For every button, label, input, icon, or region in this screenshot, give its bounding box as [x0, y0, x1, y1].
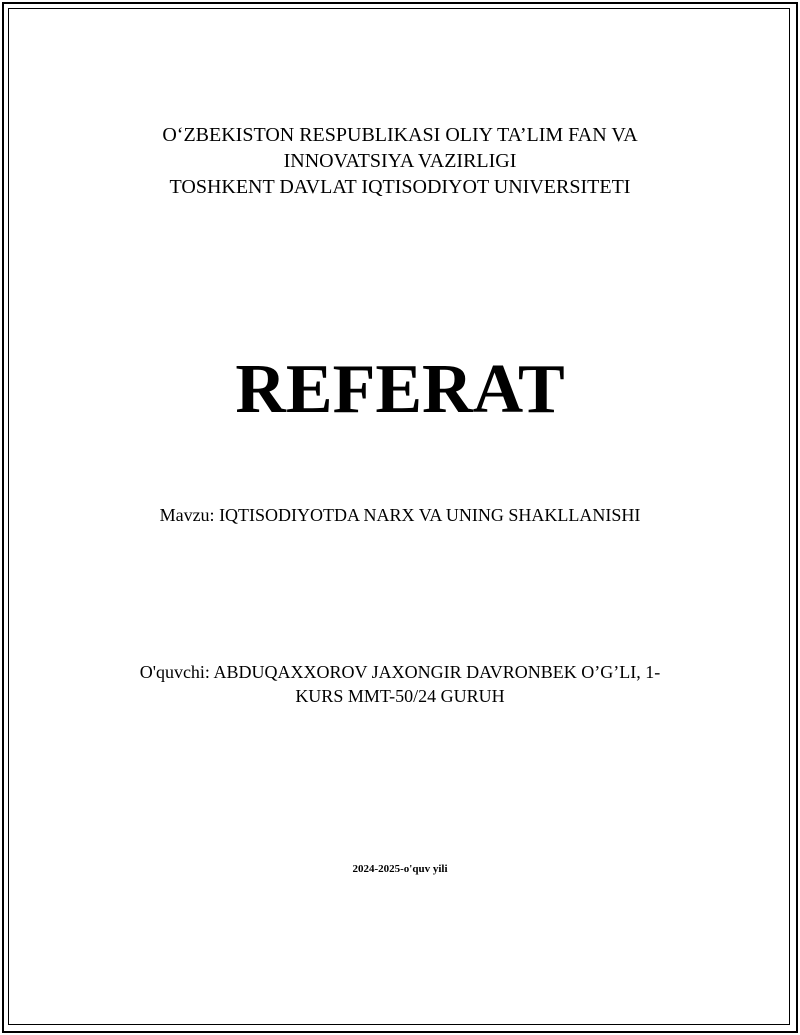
header-line-2: INNOVATSIYA VAZIRLIGI — [283, 150, 517, 172]
document-title: REFERAT — [235, 351, 565, 428]
topic-line: Mavzu: IQTISODIYOTDA NARX VA UNING SHAKLLANISHI — [159, 505, 641, 525]
header-line-3: TOSHKENT DAVLAT IQTISODIYOT UNIVERSITETI — [169, 176, 631, 198]
student-info: O'quvchi: ABDUQAXXOROV JAXONGIR DAVRONBEK O’G’LI, 1-KURS MMT-50/24 GURUH — [139, 662, 661, 706]
header-line-1: O‘ZBEKISTON RESPUBLIKASI OLIY TA’LIM FAN VA — [162, 124, 638, 146]
academic-year: 2024-2025-o'quv yili — [352, 863, 448, 875]
institution-header — [0, 122, 800, 200]
